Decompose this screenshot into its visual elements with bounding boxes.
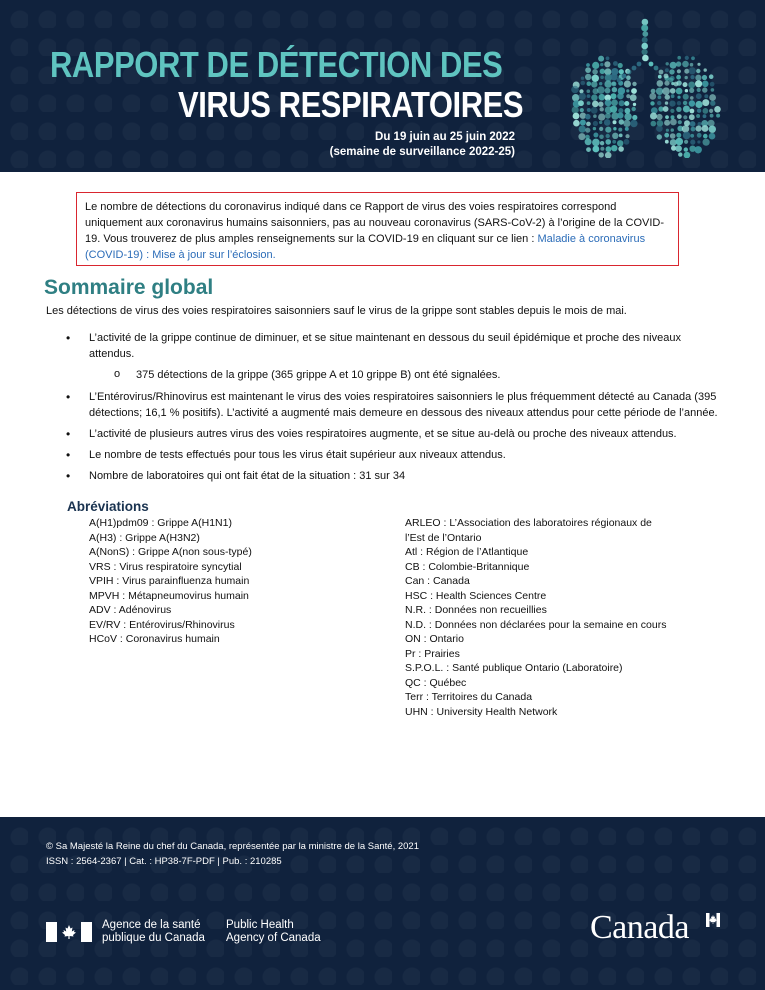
wordmark-flag-icon [706, 913, 720, 927]
abbr-item: VRS : Virus respiratoire syncytial [89, 560, 242, 573]
report-dates [330, 130, 515, 160]
date-range: Du 19 juin au 25 juin 2022 [375, 131, 515, 143]
copyright-text: © Sa Majesté la Reine du chef du Canada, représentée par la ministre de la Santé, 2021 [46, 841, 419, 852]
title-line-2: VIRUS RESPIRATOIRES [178, 84, 524, 125]
agency-name-en [226, 919, 321, 945]
canada-wordmark: Canada [590, 909, 689, 946]
summary-heading: Sommaire global [44, 276, 214, 299]
abbr-item: l’Est de l’Ontario [405, 531, 482, 544]
surveillance-week: (semaine de surveillance 2022-25) [329, 146, 515, 158]
canada-flag-icon [46, 922, 92, 942]
bullet-tests: • Le nombre de tests effectués pour tous les virus était supérieur aux niveaux attendus. [66, 447, 726, 463]
summary-bullets [66, 330, 726, 489]
abbr-item: N.D. : Données non déclarées pour la semaine en cours [405, 618, 667, 631]
sub-bullet-flu-detections: o 375 détections de la grippe (365 grippe A et 10 grippe B) ont été signalées. [66, 367, 726, 383]
covid-update-link[interactable]: Maladie à coronavirus (COVID-19) : Mise à jour sur l’éclosion. [85, 233, 646, 261]
abbr-item: HCoV : Coronavirus humain [89, 633, 220, 645]
bullet-labs: • Nombre de laboratoires qui ont fait état de la situation : 31 sur 34 [66, 468, 726, 484]
summary-intro: Les détections de virus des voies respiratoires saisonniers sauf le virus de la grippe sont stables depuis le mois de mai. [46, 305, 627, 317]
bullet-influenza: • L’activité de la grippe continue de diminuer, et se situe maintenant en dessous du seuil épidémique et proche des niveaux attendus. [66, 330, 726, 362]
abbr-item: A(H1)pdm09 : Grippe A(H1N1) [89, 517, 232, 529]
footer [0, 817, 765, 990]
abbr-item: ADV : Adénovirus [89, 604, 172, 616]
issn-text: ISSN : 2564-2367 | Cat. : HP38-7F-PDF | Pub. : 210285 [46, 856, 282, 867]
abbr-item: ON : Ontario [405, 633, 464, 645]
abbr-item: A(NonS) : Grippe A(non sous-typé) [89, 546, 252, 558]
abbr-item: UHN : University Health Network [405, 705, 558, 718]
bullet-other-viruses: • L’activité de plusieurs autres virus des voies respiratoires augmente, et se situe au-delà ou proche des niveaux attendus. [66, 426, 726, 442]
abbreviations-heading: Abréviations [67, 499, 149, 514]
agency-fr-line-2: publique du Canada [102, 932, 205, 944]
abbr-item: MPVH : Métapneumovirus humain [89, 589, 249, 602]
abbr-item: Atl : Région de l’Atlantique [405, 546, 529, 558]
abbr-item: CB : Colombie-Britannique [405, 560, 530, 573]
abbr-item: HSC : Health Sciences Centre [405, 589, 547, 602]
abbr-item: ARLEO : L’Association des laboratoires régionaux de [405, 517, 652, 529]
abbr-item: A(H3) : Grippe A(H3N2) [89, 531, 200, 544]
agency-fr-line-1: Agence de la santé [102, 919, 201, 931]
covid-notice-box [76, 192, 679, 266]
abbr-item: N.R. : Données non recueillies [405, 604, 547, 616]
copyright-block [46, 839, 419, 869]
abbr-item: EV/RV : Entérovirus/Rhinovirus [89, 618, 235, 631]
notice-text: Le nombre de détections du coronavirus indiqué dans ce Rapport de virus des voies respiratoires correspond uniquement aux coronavirus humains saisonniers, pas au nouveau coronavirus (SARS-CoV-2) à l’origine de la COVID-19. Vous trouverez de plus amples renseignements sur la COVID-19 en cliquant sur ce lien : [85, 201, 665, 245]
abbr-item: Can : Canada [405, 575, 470, 587]
abbr-item: QC : Québec [405, 676, 467, 689]
lungs-icon [565, 18, 725, 158]
agency-en-line-1: Public Health [226, 919, 294, 931]
bullet-enterovirus: • L’Entérovirus/Rhinovirus est maintenant le virus des voies respiratoires saisonniers le plus fréquemment détecté au Canada (395 détections; 16,1 % positifs). L’activité a augmenté mais demeure en dessous des niveaux attendus pour cette période de l’année. [66, 389, 726, 421]
title-line-1: RAPPORT DE DÉTECTION DES [50, 44, 503, 85]
abbreviations-right [405, 516, 705, 719]
abbr-item: VPIH : Virus parainfluenza humain [89, 575, 250, 587]
abbr-item: Terr : Territoires du Canada [405, 691, 533, 703]
agency-en-line-2: Agency of Canada [226, 932, 321, 944]
abbreviations-left [89, 516, 252, 647]
agency-name-fr [102, 919, 205, 945]
abbr-item: Pr : Prairies [405, 647, 460, 660]
header-banner [0, 0, 765, 172]
abbr-item: S.P.O.L. : Santé publique Ontario (Laboratoire) [405, 662, 623, 674]
